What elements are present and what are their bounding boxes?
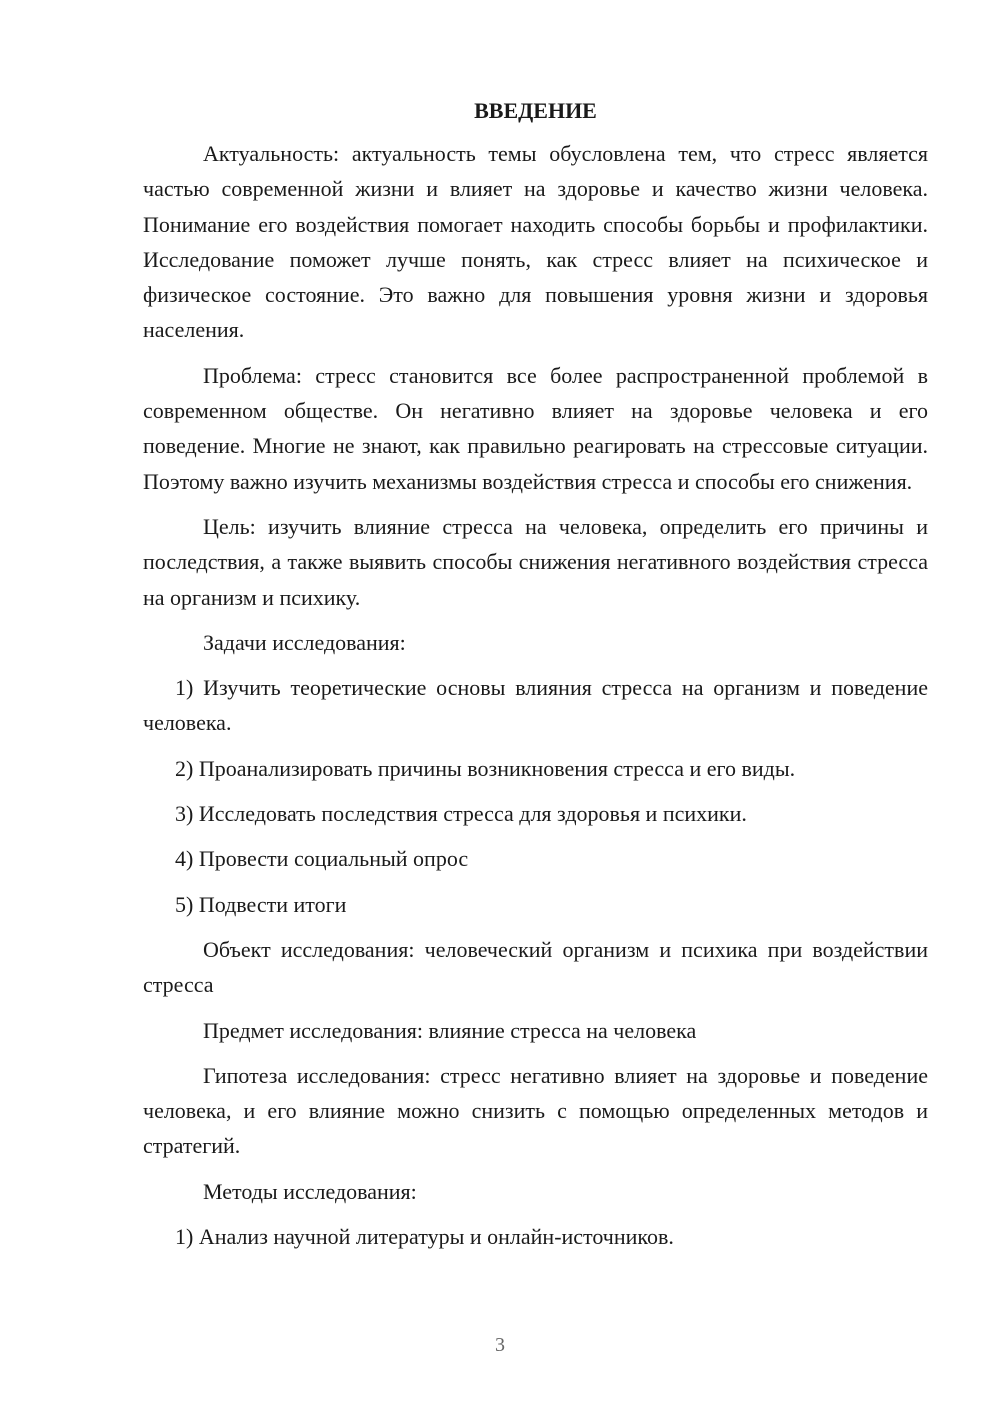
task-item-4: 4) Провести социальный опрос <box>175 846 469 872</box>
document-page <box>143 96 928 1264</box>
problem-paragraph: Проблема: стресс становится все более распространенной проблемой в современном обществе. Он негативно влияет на здоровье человека и его поведение. Многие не знают, как правильно реагировать на стрессовые ситуации. Поэтому важно изучить механизмы воздействия стресса и способы его снижения. <box>143 362 928 494</box>
task-item-3: 3) Исследовать последствия стресса для здоровья и психики. <box>175 801 747 827</box>
methods-heading: Методы исследования: <box>203 1178 417 1204</box>
page-title: ВВЕДЕНИЕ <box>474 98 597 123</box>
tasks-heading: Задачи исследования: <box>203 629 406 655</box>
subject-paragraph: Предмет исследования: влияние стресса на человека <box>203 1017 697 1043</box>
goal-paragraph: Цель: изучить влияние стресса на человека, определить его причины и последствия, а также выявить способы снижения негативного воздействия стресса на организм и психику. <box>143 513 928 610</box>
task-item-2: 2) Проанализировать причины возникновения стресса и его виды. <box>175 755 796 781</box>
relevance-paragraph: Актуальность: актуальность темы обусловлена тем, что стресс является частью современной жизни и влияет на здоровье и качество жизни человека. Понимание его воздействия помогает находить способы борьбы и профилактики. Исследование поможет лучше понять, как стресс влияет на психическое и физическое состояние. Это важно для повышения уровня жизни и здоровья населения. <box>143 141 928 343</box>
task-item-1: 1) Изучить теоретические основы влияния стресса на организм и поведение человека. <box>143 675 928 736</box>
hypothesis-paragraph: Гипотеза исследования: стресс негативно влияет на здоровье и поведение человека, и его влияние можно снизить с помощью определенных методов и стратегий. <box>143 1062 928 1159</box>
object-paragraph: Объект исследования: человеческий организм и психика при воздействии стресса <box>143 936 928 998</box>
page-number: 3 <box>495 1334 505 1356</box>
method-item-1: 1) Анализ научной литературы и онлайн-источников. <box>175 1224 674 1250</box>
task-item-5: 5) Подвести итоги <box>175 891 347 917</box>
